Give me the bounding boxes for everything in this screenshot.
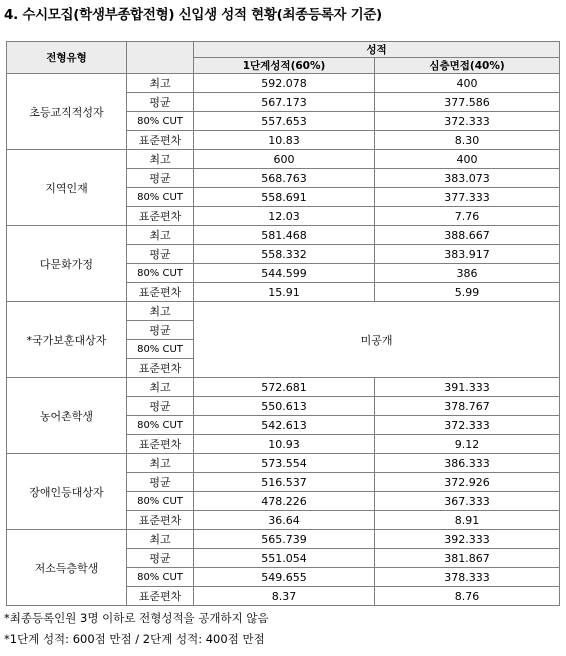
header-interview-score: 심층면접(40%) <box>375 58 560 74</box>
footnote-max-score: *1단계 성적: 600점 만점 / 2단계 성적: 400점 만점 <box>4 632 265 646</box>
stage1-score-cell: 516.537 <box>194 473 375 492</box>
interview-score-cell: 8.91 <box>375 511 560 530</box>
admission-type-cell: 다문화가정 <box>7 226 127 302</box>
stage1-score-cell: 573.554 <box>194 454 375 473</box>
stat-label-cell: 표준편차 <box>127 587 194 606</box>
stat-label-cell: 표준편차 <box>127 207 194 226</box>
interview-score-cell: 386.333 <box>375 454 560 473</box>
stat-label-cell: 평균 <box>127 169 194 188</box>
stage1-score-cell: 592.078 <box>194 74 375 93</box>
stage1-score-cell: 567.173 <box>194 93 375 112</box>
footnotes <box>4 608 269 650</box>
stage1-score-cell: 565.739 <box>194 530 375 549</box>
interview-score-cell: 372.333 <box>375 416 560 435</box>
stat-label-cell: 최고 <box>127 378 194 397</box>
stage1-score-cell: 581.468 <box>194 226 375 245</box>
header-admission-type: 전형유형 <box>7 42 127 74</box>
interview-score-cell: 372.926 <box>375 473 560 492</box>
header-score: 성적 <box>194 42 560 58</box>
admission-type-cell: 장애인등대상자 <box>7 454 127 530</box>
stat-label-cell: 최고 <box>127 150 194 169</box>
interview-score-cell: 388.667 <box>375 226 560 245</box>
stat-label-cell: 평균 <box>127 321 194 340</box>
stage1-score-cell: 542.613 <box>194 416 375 435</box>
interview-score-cell: 9.12 <box>375 435 560 454</box>
page-title: 4. 수시모집(학생부종합전형) 신입생 성적 현황(최종등록자 기준) <box>4 7 382 23</box>
stat-label-cell: 평균 <box>127 397 194 416</box>
stage1-score-cell: 15.91 <box>194 283 375 302</box>
stat-label-cell: 80% CUT <box>127 492 194 511</box>
stage1-score-cell: 558.691 <box>194 188 375 207</box>
table-row <box>7 226 560 245</box>
interview-score-cell: 5.99 <box>375 283 560 302</box>
interview-score-cell: 8.30 <box>375 131 560 150</box>
stat-label-cell: 80% CUT <box>127 264 194 283</box>
interview-score-cell: 383.073 <box>375 169 560 188</box>
footnote-undisclosed: *최종등록인원 3명 이하로 전형성적을 공개하지 않음 <box>4 611 269 625</box>
interview-score-cell: 372.333 <box>375 112 560 131</box>
stat-label-cell: 80% CUT <box>127 568 194 587</box>
stage1-score-cell: 10.83 <box>194 131 375 150</box>
interview-score-cell: 383.917 <box>375 245 560 264</box>
stat-label-cell: 평균 <box>127 473 194 492</box>
admission-type-cell: *국가보훈대상자 <box>7 302 127 378</box>
stage1-score-cell: 549.655 <box>194 568 375 587</box>
interview-score-cell: 392.333 <box>375 530 560 549</box>
stage1-score-cell: 544.599 <box>194 264 375 283</box>
header-stat-blank <box>127 42 194 74</box>
stage1-score-cell: 551.054 <box>194 549 375 568</box>
stat-label-cell: 표준편차 <box>127 283 194 302</box>
admission-type-cell: 초등교직적성자 <box>7 74 127 150</box>
interview-score-cell: 7.76 <box>375 207 560 226</box>
stat-label-cell: 80% CUT <box>127 112 194 131</box>
stage1-score-cell: 550.613 <box>194 397 375 416</box>
admission-type-cell: 농어촌학생 <box>7 378 127 454</box>
table-row <box>7 302 560 321</box>
stat-label-cell: 최고 <box>127 454 194 473</box>
stage1-score-cell: 568.763 <box>194 169 375 188</box>
interview-score-cell: 381.867 <box>375 549 560 568</box>
stage1-score-cell: 36.64 <box>194 511 375 530</box>
interview-score-cell: 391.333 <box>375 378 560 397</box>
admission-type-cell: 지역인재 <box>7 150 127 226</box>
interview-score-cell: 8.76 <box>375 587 560 606</box>
stat-label-cell: 최고 <box>127 530 194 549</box>
table-body <box>7 74 560 606</box>
stat-label-cell: 표준편차 <box>127 131 194 150</box>
stage1-score-cell: 8.37 <box>194 587 375 606</box>
stage1-score-cell: 10.93 <box>194 435 375 454</box>
stat-label-cell: 평균 <box>127 93 194 112</box>
stat-label-cell: 80% CUT <box>127 188 194 207</box>
stat-label-cell: 표준편차 <box>127 359 194 378</box>
admission-type-cell: 저소득층학생 <box>7 530 127 606</box>
table-row <box>7 378 560 397</box>
table-row <box>7 454 560 473</box>
table-row <box>7 74 560 93</box>
interview-score-cell: 378.767 <box>375 397 560 416</box>
stage1-score-cell: 558.332 <box>194 245 375 264</box>
stage1-score-cell: 572.681 <box>194 378 375 397</box>
stat-label-cell: 표준편차 <box>127 435 194 454</box>
table-row <box>7 530 560 549</box>
stat-label-cell: 80% CUT <box>127 416 194 435</box>
interview-score-cell: 400 <box>375 150 560 169</box>
interview-score-cell: 386 <box>375 264 560 283</box>
table-row <box>7 150 560 169</box>
stat-label-cell: 표준편차 <box>127 511 194 530</box>
stage1-score-cell: 478.226 <box>194 492 375 511</box>
stage1-score-cell: 600 <box>194 150 375 169</box>
header-stage1-score: 1단계성적(60%) <box>194 58 375 74</box>
stage1-score-cell: 12.03 <box>194 207 375 226</box>
stat-label-cell: 최고 <box>127 302 194 321</box>
interview-score-cell: 367.333 <box>375 492 560 511</box>
stat-label-cell: 최고 <box>127 74 194 93</box>
interview-score-cell: 377.333 <box>375 188 560 207</box>
interview-score-cell: 400 <box>375 74 560 93</box>
undisclosed-cell: 미공개 <box>194 302 560 378</box>
interview-score-cell: 377.586 <box>375 93 560 112</box>
stat-label-cell: 평균 <box>127 245 194 264</box>
stage1-score-cell: 557.653 <box>194 112 375 131</box>
stat-label-cell: 평균 <box>127 549 194 568</box>
stat-label-cell: 최고 <box>127 226 194 245</box>
stat-label-cell: 80% CUT <box>127 340 194 359</box>
score-table <box>6 41 560 606</box>
interview-score-cell: 378.333 <box>375 568 560 587</box>
